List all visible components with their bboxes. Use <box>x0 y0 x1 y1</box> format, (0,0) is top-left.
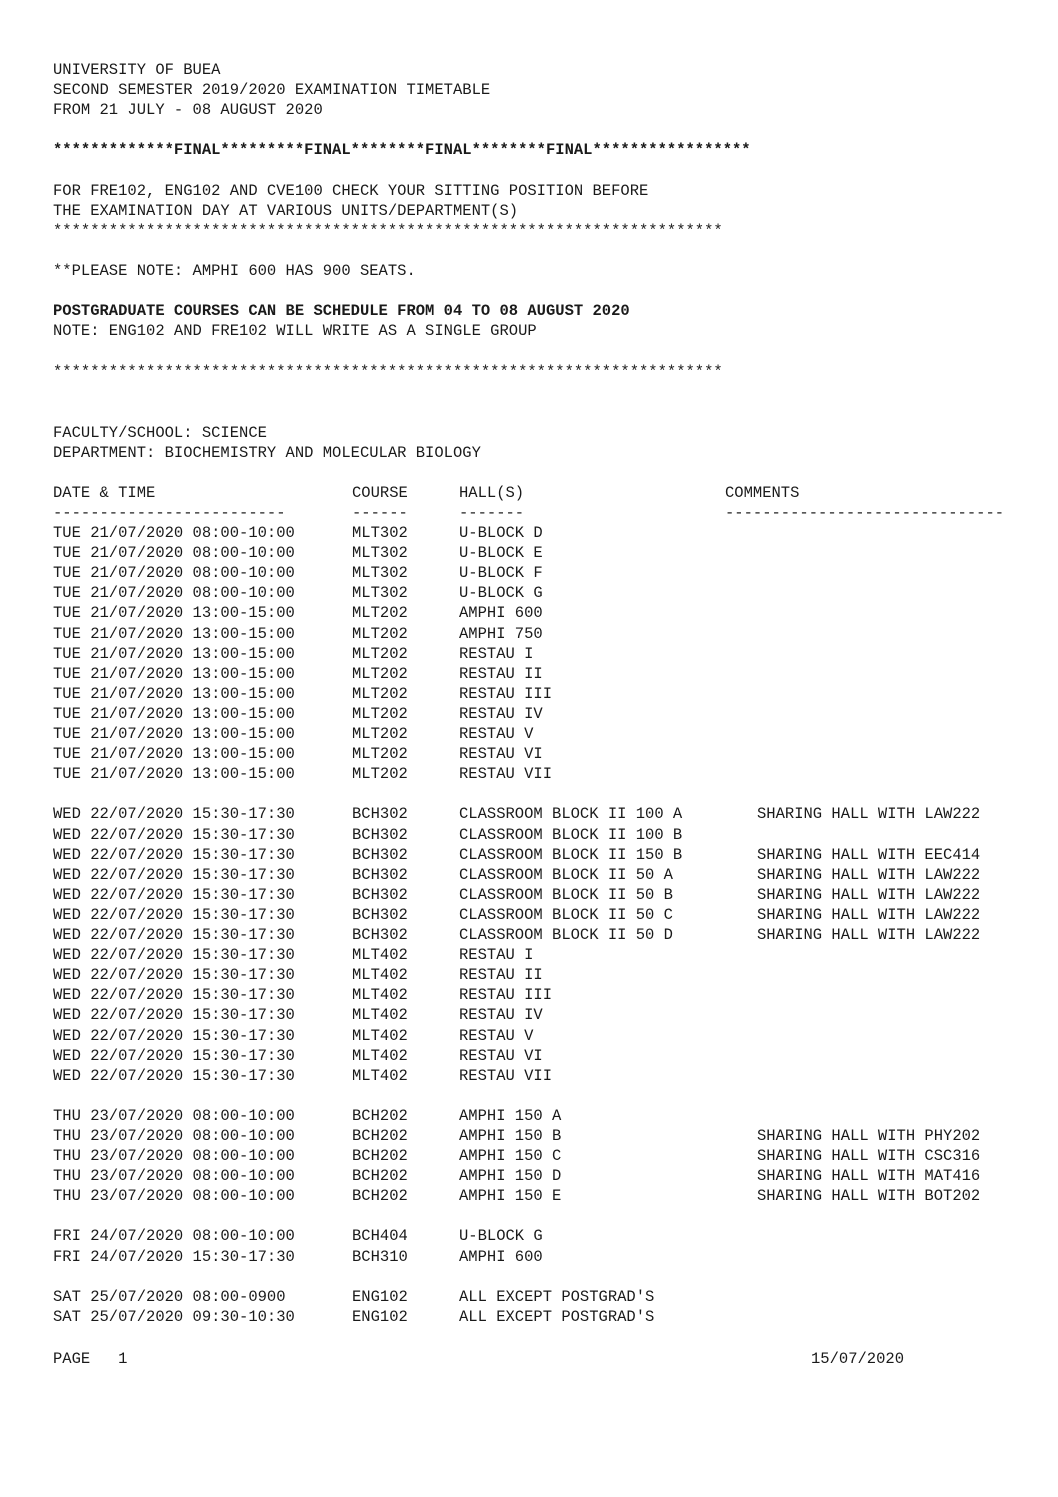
row-hall: AMPHI 150 D <box>459 1167 562 1185</box>
row-comment: SHARING HALL WITH CSC316 <box>757 1147 981 1165</box>
row-course: MLT302 <box>352 544 408 562</box>
row-course: MLT202 <box>352 725 408 743</box>
row-date-time: TUE 21/07/2020 08:00-10:00 <box>53 584 295 602</box>
header-comments: COMMENTS <box>725 484 800 502</box>
row-comment: SHARING HALL WITH LAW222 <box>757 886 981 904</box>
row-course: ENG102 <box>352 1308 408 1326</box>
row-course: MLT202 <box>352 765 408 783</box>
row-hall: CLASSROOM BLOCK II 50 C <box>459 906 673 924</box>
row-hall: AMPHI 150 A <box>459 1107 562 1125</box>
row-date-time: WED 22/07/2020 15:30-17:30 <box>53 846 295 864</box>
row-comment: SHARING HALL WITH LAW222 <box>757 805 981 823</box>
row-course: BCH404 <box>352 1227 408 1245</box>
row-hall: ALL EXCEPT POSTGRAD'S <box>459 1288 655 1306</box>
row-date-time: TUE 21/07/2020 13:00-15:00 <box>53 604 295 622</box>
row-hall: AMPHI 150 E <box>459 1187 562 1205</box>
row-course: MLT202 <box>352 665 408 683</box>
row-course: BCH302 <box>352 805 408 823</box>
row-hall: RESTAU I <box>459 946 534 964</box>
department-label: DEPARTMENT: BIOCHEMISTRY AND MOLECULAR BIOLOGY <box>53 444 481 462</box>
row-hall: RESTAU III <box>459 685 553 703</box>
row-course: MLT402 <box>352 946 408 964</box>
row-hall: AMPHI 600 <box>459 1248 543 1266</box>
row-comment: SHARING HALL WITH PHY202 <box>757 1127 981 1145</box>
notice-line-1: FOR FRE102, ENG102 AND CVE100 CHECK YOUR SITTING POSITION BEFORE <box>53 182 649 200</box>
postgrad-note: POSTGRADUATE COURSES CAN BE SCHEDULE FROM 04 TO 08 AUGUST 2020 <box>53 302 630 320</box>
faculty-label: FACULTY/SCHOOL: SCIENCE <box>53 424 267 442</box>
seats-note: **PLEASE NOTE: AMPHI 600 HAS 900 SEATS. <box>53 262 416 280</box>
row-hall: U-BLOCK G <box>459 584 543 602</box>
row-course: BCH202 <box>352 1107 408 1125</box>
row-date-time: FRI 24/07/2020 15:30-17:30 <box>53 1248 295 1266</box>
group-note: NOTE: ENG102 AND FRE102 WILL WRITE AS A SINGLE GROUP <box>53 322 537 340</box>
row-date-time: THU 23/07/2020 08:00-10:00 <box>53 1187 295 1205</box>
row-hall: RESTAU VII <box>459 1067 553 1085</box>
header-underline: ------- <box>459 504 525 522</box>
header-halls: HALL(S) <box>459 484 525 502</box>
row-date-time: FRI 24/07/2020 08:00-10:00 <box>53 1227 295 1245</box>
row-hall: RESTAU I <box>459 645 534 663</box>
row-hall: U-BLOCK D <box>459 524 543 542</box>
row-date-time: WED 22/07/2020 15:30-17:30 <box>53 906 295 924</box>
university-title: UNIVERSITY OF BUEA <box>53 61 221 79</box>
row-date-time: TUE 21/07/2020 08:00-10:00 <box>53 564 295 582</box>
row-date-time: TUE 21/07/2020 13:00-15:00 <box>53 765 295 783</box>
row-hall: RESTAU IV <box>459 1006 543 1024</box>
row-hall: AMPHI 600 <box>459 604 543 622</box>
row-course: MLT202 <box>352 645 408 663</box>
row-course: ENG102 <box>352 1288 408 1306</box>
row-hall: RESTAU II <box>459 966 543 984</box>
row-hall: U-BLOCK G <box>459 1227 543 1245</box>
row-date-time: TUE 21/07/2020 13:00-15:00 <box>53 645 295 663</box>
row-course: MLT202 <box>352 604 408 622</box>
row-course: MLT402 <box>352 1067 408 1085</box>
row-date-time: WED 22/07/2020 15:30-17:30 <box>53 986 295 1004</box>
header-course: COURSE <box>352 484 408 502</box>
row-date-time: WED 22/07/2020 15:30-17:30 <box>53 805 295 823</box>
row-comment: SHARING HALL WITH LAW222 <box>757 906 981 924</box>
row-hall: U-BLOCK F <box>459 564 543 582</box>
header-underline: ------ <box>352 504 408 522</box>
row-date-time: TUE 21/07/2020 13:00-15:00 <box>53 685 295 703</box>
row-date-time: THU 23/07/2020 08:00-10:00 <box>53 1127 295 1145</box>
row-course: MLT202 <box>352 625 408 643</box>
row-course: BCH302 <box>352 846 408 864</box>
row-date-time: THU 23/07/2020 08:00-10:00 <box>53 1107 295 1125</box>
row-date-time: TUE 21/07/2020 08:00-10:00 <box>53 544 295 562</box>
row-comment: SHARING HALL WITH MAT416 <box>757 1167 981 1185</box>
row-date-time: WED 22/07/2020 15:30-17:30 <box>53 966 295 984</box>
row-course: MLT402 <box>352 1047 408 1065</box>
row-course: BCH202 <box>352 1147 408 1165</box>
row-hall: RESTAU V <box>459 725 534 743</box>
row-course: MLT202 <box>352 705 408 723</box>
row-course: MLT302 <box>352 524 408 542</box>
row-course: MLT402 <box>352 1006 408 1024</box>
row-hall: AMPHI 150 C <box>459 1147 562 1165</box>
row-date-time: SAT 25/07/2020 09:30-10:30 <box>53 1308 295 1326</box>
row-date-time: TUE 21/07/2020 13:00-15:00 <box>53 745 295 763</box>
print-date: 15/07/2020 <box>811 1350 905 1368</box>
timetable-date-range: FROM 21 JULY - 08 AUGUST 2020 <box>53 101 323 119</box>
star-divider: ************************************************************************ <box>53 222 723 240</box>
row-hall: RESTAU V <box>459 1027 534 1045</box>
row-course: MLT402 <box>352 1027 408 1045</box>
row-course: BCH202 <box>352 1187 408 1205</box>
row-hall: AMPHI 750 <box>459 625 543 643</box>
row-comment: SHARING HALL WITH BOT202 <box>757 1187 981 1205</box>
row-course: BCH310 <box>352 1248 408 1266</box>
row-date-time: WED 22/07/2020 15:30-17:30 <box>53 866 295 884</box>
notice-line-2: THE EXAMINATION DAY AT VARIOUS UNITS/DEPARTMENT(S) <box>53 202 519 220</box>
row-course: MLT202 <box>352 685 408 703</box>
timetable-title: SECOND SEMESTER 2019/2020 EXAMINATION TIMETABLE <box>53 81 491 99</box>
row-hall: RESTAU VI <box>459 745 543 763</box>
row-date-time: WED 22/07/2020 15:30-17:30 <box>53 826 295 844</box>
row-date-time: WED 22/07/2020 15:30-17:30 <box>53 886 295 904</box>
row-course: BCH302 <box>352 926 408 944</box>
row-course: BCH302 <box>352 866 408 884</box>
row-date-time: TUE 21/07/2020 08:00-10:00 <box>53 524 295 542</box>
row-date-time: TUE 21/07/2020 13:00-15:00 <box>53 705 295 723</box>
header-date-time: DATE & TIME <box>53 484 156 502</box>
row-course: BCH302 <box>352 906 408 924</box>
star-divider: ************************************************************************ <box>53 363 723 381</box>
row-hall: U-BLOCK E <box>459 544 543 562</box>
row-date-time: TUE 21/07/2020 13:00-15:00 <box>53 665 295 683</box>
row-date-time: TUE 21/07/2020 13:00-15:00 <box>53 625 295 643</box>
row-hall: CLASSROOM BLOCK II 100 A <box>459 805 683 823</box>
row-course: MLT302 <box>352 584 408 602</box>
row-hall: CLASSROOM BLOCK II 100 B <box>459 826 683 844</box>
page-number: PAGE 1 <box>53 1350 128 1368</box>
final-banner: *************FINAL*********FINAL********FINAL********FINAL***************** <box>53 141 751 159</box>
row-hall: RESTAU IV <box>459 705 543 723</box>
row-date-time: WED 22/07/2020 15:30-17:30 <box>53 1067 295 1085</box>
row-hall: CLASSROOM BLOCK II 50 D <box>459 926 673 944</box>
row-course: MLT302 <box>352 564 408 582</box>
row-date-time: WED 22/07/2020 15:30-17:30 <box>53 946 295 964</box>
row-course: MLT402 <box>352 986 408 1004</box>
row-course: BCH202 <box>352 1167 408 1185</box>
row-date-time: WED 22/07/2020 15:30-17:30 <box>53 1047 295 1065</box>
row-hall: CLASSROOM BLOCK II 150 B <box>459 846 683 864</box>
row-course: MLT202 <box>352 745 408 763</box>
row-date-time: WED 22/07/2020 15:30-17:30 <box>53 1006 295 1024</box>
header-underline: ------------------------- <box>53 504 286 522</box>
row-hall: CLASSROOM BLOCK II 50 B <box>459 886 673 904</box>
row-course: BCH202 <box>352 1127 408 1145</box>
row-hall: RESTAU VII <box>459 765 553 783</box>
row-hall: RESTAU VI <box>459 1047 543 1065</box>
row-course: BCH302 <box>352 886 408 904</box>
row-comment: SHARING HALL WITH LAW222 <box>757 926 981 944</box>
row-hall: AMPHI 150 B <box>459 1127 562 1145</box>
row-hall: CLASSROOM BLOCK II 50 A <box>459 866 673 884</box>
row-date-time: WED 22/07/2020 15:30-17:30 <box>53 926 295 944</box>
row-date-time: THU 23/07/2020 08:00-10:00 <box>53 1167 295 1185</box>
row-date-time: TUE 21/07/2020 13:00-15:00 <box>53 725 295 743</box>
row-hall: RESTAU III <box>459 986 553 1004</box>
header-underline: ------------------------------ <box>725 504 1005 522</box>
row-comment: SHARING HALL WITH EEC414 <box>757 846 981 864</box>
row-date-time: THU 23/07/2020 08:00-10:00 <box>53 1147 295 1165</box>
row-course: BCH302 <box>352 826 408 844</box>
row-date-time: WED 22/07/2020 15:30-17:30 <box>53 1027 295 1045</box>
row-comment: SHARING HALL WITH LAW222 <box>757 866 981 884</box>
row-hall: ALL EXCEPT POSTGRAD'S <box>459 1308 655 1326</box>
row-course: MLT402 <box>352 966 408 984</box>
row-date-time: SAT 25/07/2020 08:00-0900 <box>53 1288 286 1306</box>
row-hall: RESTAU II <box>459 665 543 683</box>
